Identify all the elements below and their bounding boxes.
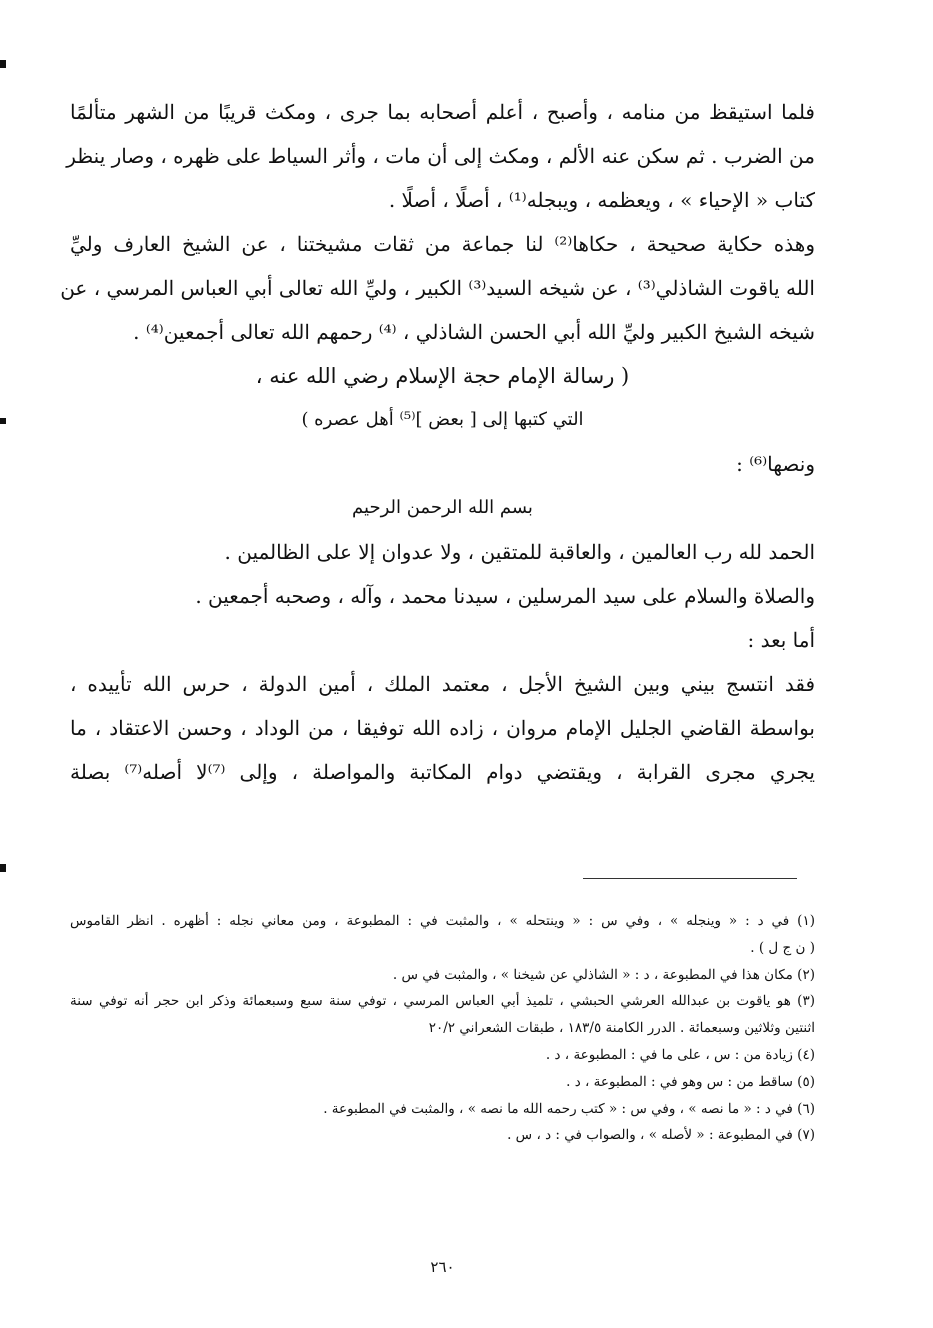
paragraph-3-line-3: يجري مجرى القرابة ، ويقتضي دوام المكاتبة والمواصلة ، وإلى ⁽⁷⁾لا أصله⁽⁷⁾ بصلة [70, 760, 815, 784]
praise-line: الحمد لله رب العالمين ، والعاقبة للمتقين ، ولا عدوان إلا على الظالمين . [224, 540, 815, 564]
paragraph-1-line-1: فلما استيقظ من منامه ، وأصبح ، أعلم أصحابه بما جرى ، ومكث قريبًا من الشهر متألمًا [70, 100, 815, 124]
paragraph-2-line-2: الله ياقوت الشاذلي⁽³⁾ ، عن شيخه السيد⁽³⁾ الكبير ، وليِّ الله تعالى أبي العباس المرسي ، عن [60, 276, 815, 300]
footnote-2: (٢) مكان هذا في المطبوعة ، د : « الشاذلي عن شيخنا » ، والمثبت في س . [392, 966, 815, 983]
footnote-3-line-2: اثنتين وثلاثين وسبعمائة . الدرر الكامنة ١٨٣/٥ ، طبقات الشعراني ٢٠/٢ [428, 1020, 815, 1037]
footnote-4: (٤) زيادة من : س ، على ما في : المطبوعة ، د . [545, 1046, 815, 1063]
footnote-1-line-2: ( ن ج ل ) . [750, 939, 815, 956]
amma-bad-line: أما بعد : [747, 628, 815, 652]
salutation-line: والصلاة والسلام على سيد المرسلين ، سيدنا محمد ، وآله ، وصحبه أجمعين . [195, 584, 815, 608]
paragraph-1-line-3: كتاب « الإحياء » ، ويعظمه ، ويبجله⁽¹⁾ ، أصلًا ، أصلًا . [388, 188, 815, 212]
paragraph-1-line-2: من الضرب . ثم سكن عنه الألم ، ومكث إلى أن مات ، وأثر السياط على ظهره ، وصار ينظر [66, 144, 815, 168]
scan-edge-mark-lower [0, 864, 6, 872]
document-page [60, 90, 815, 1310]
section-heading-subtitle: التي كتبها إلى [ بعض ]⁽⁵⁾ أهل عصره ) [301, 409, 584, 430]
basmala: بسم الله الرحمن الرحيم [352, 497, 533, 518]
paragraph-2-line-1: وهذه حكاية صحيحة ، حكاها⁽²⁾ لنا جماعة من ثقات مشيختنا ، عن الشيخ العارف وليِّ [70, 232, 815, 256]
footnote-7: (٧) في المطبوعة : « لأصله » ، والصواب في : د ، س . [507, 1127, 815, 1144]
footnote-separator [583, 878, 797, 879]
footnote-6: (٦) في د : « ما نصه » ، وفي س : « كتب رحمه الله ما نصه » ، والمثبت في المطبوعة . [323, 1100, 815, 1117]
paragraph-3-line-2: بواسطة القاضي الجليل الإمام مروان ، زاده الله توفيقا ، من الوداد ، وحسن الاعتقاد ، ما [70, 716, 815, 740]
scan-edge-mark-middle [0, 418, 6, 424]
paragraph-2-line-3: شيخه الشيخ الكبير وليِّ الله أبي الحسن الشاذلي ، ⁽⁴⁾ رحمهم الله تعالى أجمعين⁽⁴⁾ . [133, 320, 815, 344]
scan-edge-mark-top [0, 60, 6, 68]
section-heading-title: ( رسالة الإمام حجة الإسلام رضي الله عنه ، [255, 364, 630, 388]
paragraph-3-line-1: فقد انتسج بيني وبين الشيخ الأجل ، معتمد الملك ، أمين الدولة ، حرس الله تأييده ، [70, 672, 815, 696]
page-number: ٢٦٠ [430, 1258, 455, 1276]
footnote-3-line-1: (٣) هو ياقوت بن عبدالله العرشي الحبشي ، تلميذ أبي العباس المرسي ، توفي سنة سبع وسبعمائة وذكر ابن حجر أنه توفي سنة [70, 993, 815, 1010]
footnotes [70, 908, 815, 1149]
footnote-1-line-1: (١) في د : « وينجله » ، وفي س : « وينتحله » ، والمثبت في : المطبوعة ، ومن معاني نجله : أظهره . انظر القاموس [70, 913, 815, 929]
letter-intro: ونصها⁽⁶⁾ : [736, 452, 815, 476]
footnote-5: (٥) ساقط من : س وهو في : المطبوعة ، د . [566, 1073, 815, 1090]
